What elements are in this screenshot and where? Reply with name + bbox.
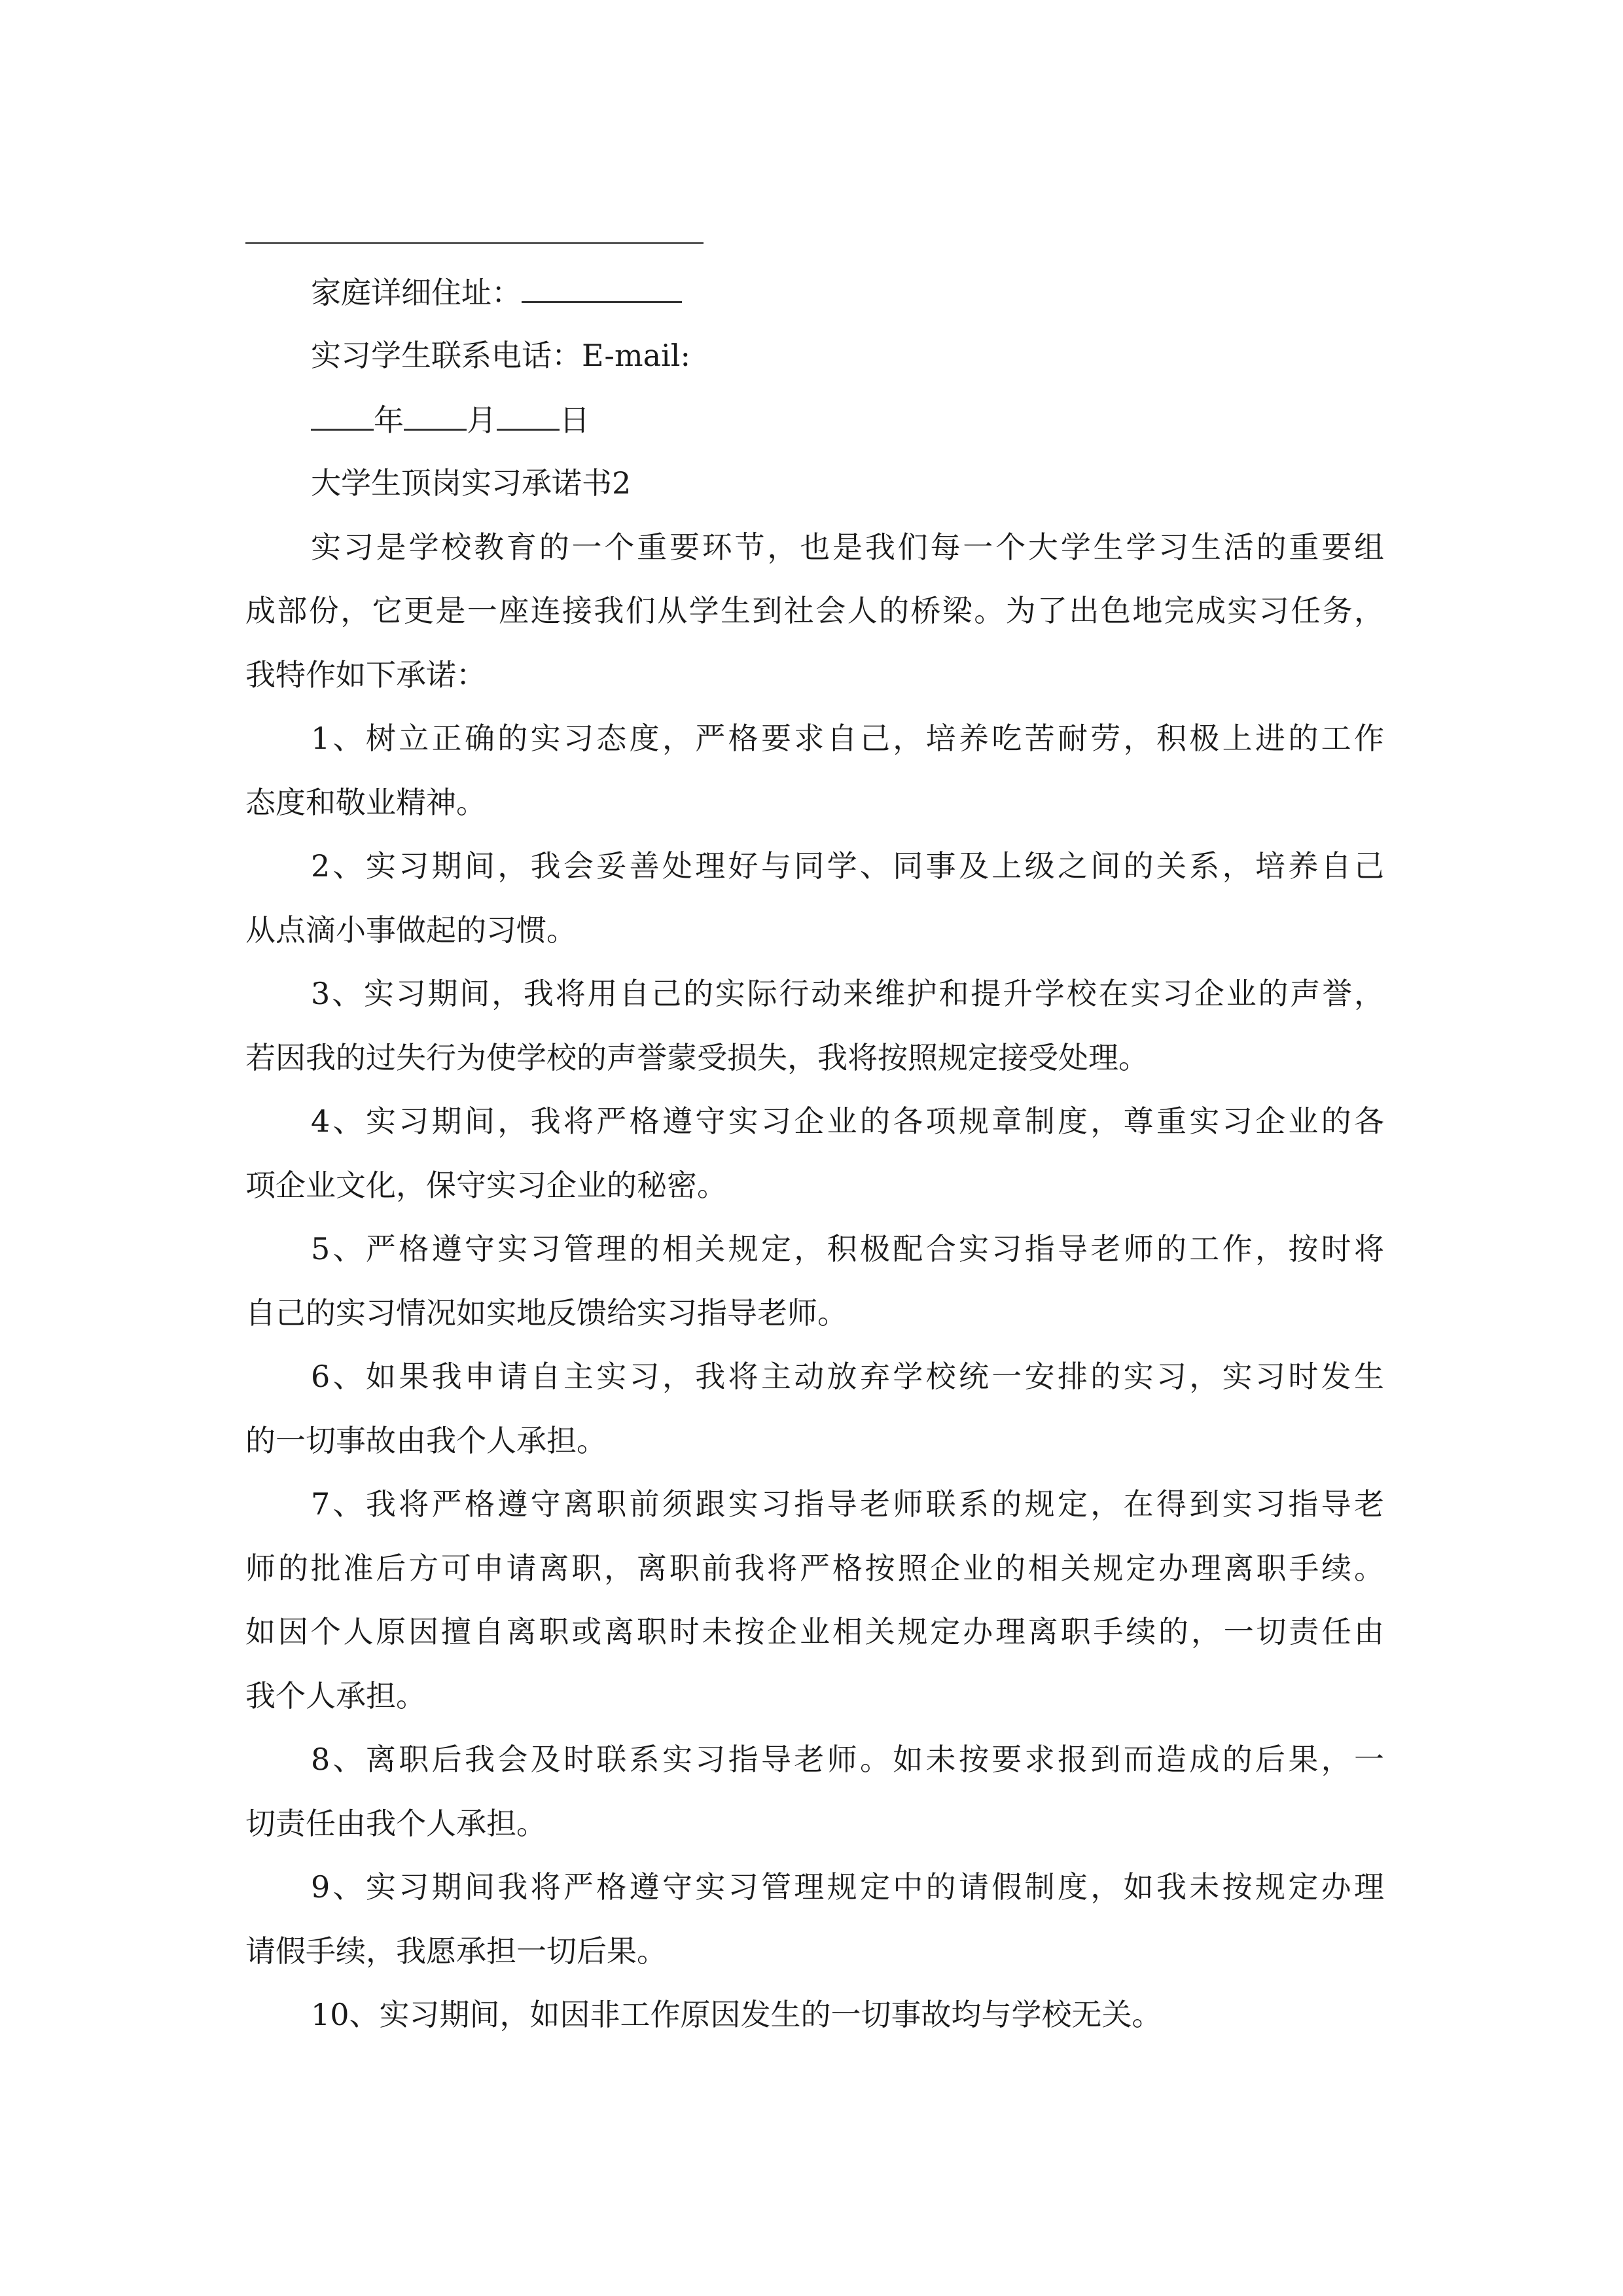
paragraph-line: 自己的实习情况如实地反馈给实习指导老师。	[245, 1295, 847, 1331]
paragraph-line: 若因我的过失行为使学校的声誉蒙受损失，我将按照规定接受处理。	[245, 1040, 1149, 1075]
paragraph-line: 我特作如下承诺：	[245, 657, 486, 692]
paragraph-line: 9、实习期间我将严格遵守实习管理规定中的请假制度，如我未按规定办理	[311, 1869, 1384, 1905]
paragraph-line: 我个人承担。	[245, 1678, 426, 1713]
paragraph-line: 切责任由我个人承担。	[245, 1806, 546, 1841]
year-label: 年	[374, 403, 404, 438]
month-blank	[404, 403, 467, 431]
paragraph-line: 如因个人原因擅自离职或离职时未按企业相关规定办理离职手续的，一切责任由	[245, 1614, 1384, 1649]
paragraph-line: 2、实习期间，我会妥善处理好与同学、同事及上级之间的关系，培养自己	[311, 848, 1384, 884]
paragraph-line: 请假手续，我愿承担一切后果。	[245, 1933, 667, 1969]
paragraph-line: 6、如果我申请自主实习，我将主动放弃学校统一安排的实习，实习时发生	[311, 1359, 1384, 1394]
paragraph-line: 3、实习期间，我将用自己的实际行动来维护和提升学校在实习企业的声誉，	[311, 976, 1384, 1011]
day-blank	[497, 403, 560, 431]
paragraph-line: 成部份，它更是一座连接我们从学生到社会人的桥梁。为了出色地完成实习任务，	[245, 593, 1384, 628]
month-label: 月	[467, 403, 497, 438]
address-label: 家庭详细住址：	[311, 275, 522, 310]
paragraph-line: 从点滴小事做起的习惯。	[245, 912, 577, 948]
paragraph-line: 的一切事故由我个人承担。	[245, 1423, 607, 1458]
date-line	[311, 403, 1384, 437]
year-blank	[311, 403, 374, 431]
paragraph-line: 5、严格遵守实习管理的相关规定，积极配合实习指导老师的工作，按时将	[311, 1231, 1384, 1266]
address-field	[311, 275, 1384, 310]
paragraph-line: 师的批准后方可申请离职，离职前我将严格按照企业的相关规定办理离职手续。	[245, 1551, 1384, 1586]
paragraph-line: 10、实习期间，如因非工作原因发生的一切事故均与学校无关。	[311, 1997, 1162, 2032]
day-label: 日	[560, 403, 590, 438]
paragraph-line: 4、实习期间，我将严格遵守实习企业的各项规章制度，尊重实习企业的各	[311, 1103, 1384, 1139]
paragraph-line: 1、树立正确的实习态度，严格要求自己，培养吃苦耐劳，积极上进的工作	[311, 721, 1384, 756]
paragraph-line: 7、我将严格遵守离职前须跟实习指导老师联系的规定，在得到实习指导老	[311, 1486, 1384, 1522]
contact-label: 实习学生联系电话：E-mail:	[311, 338, 690, 373]
paragraph-line: 8、离职后我会及时联系实习指导老师。如未按要求报到而造成的后果，一	[311, 1742, 1384, 1777]
signature-line	[245, 242, 704, 244]
section-title: 大学生顶岗实习承诺书2	[311, 465, 632, 501]
address-blank	[522, 275, 682, 303]
document-page	[245, 0, 1384, 2296]
paragraph-line: 项企业文化，保守实习企业的秘密。	[245, 1168, 727, 1203]
paragraph-line: 态度和敬业精神。	[245, 785, 486, 820]
paragraph-line: 实习是学校教育的一个重要环节，也是我们每一个大学生学习生活的重要组	[311, 529, 1384, 565]
